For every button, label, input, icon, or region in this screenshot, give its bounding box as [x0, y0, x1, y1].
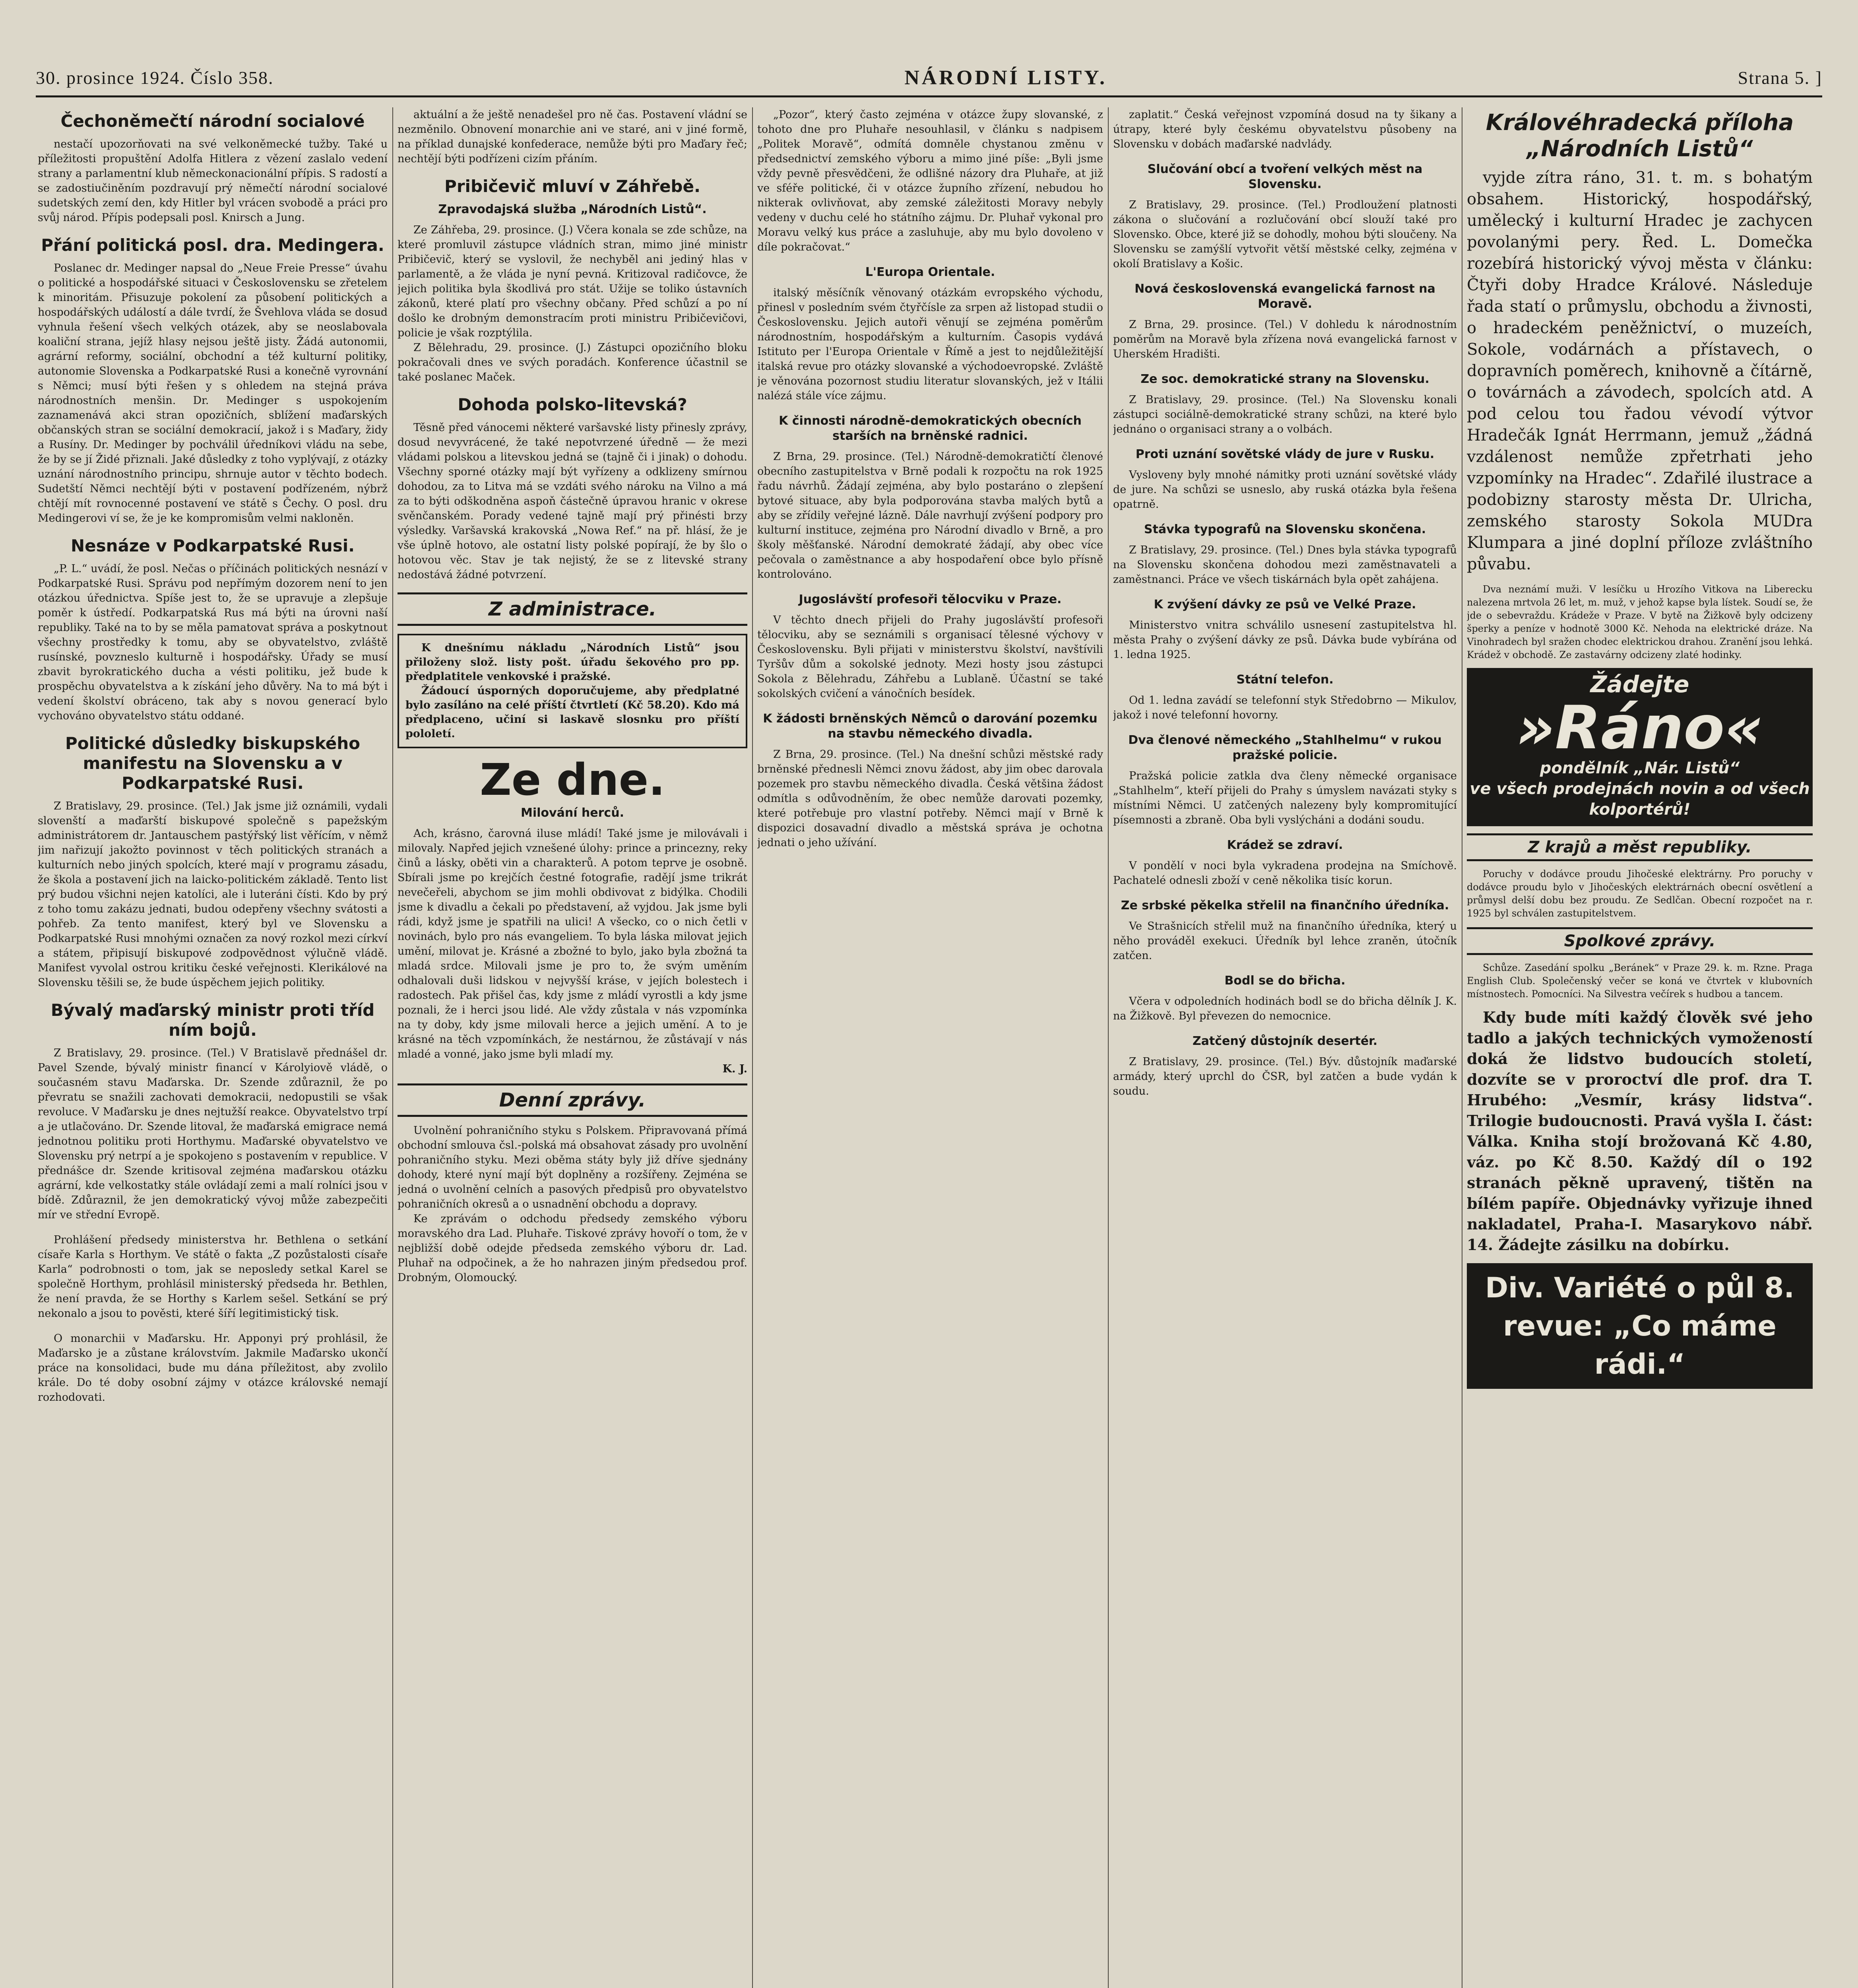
article-title: Nová československá evangelická farnost na Moravě.	[1135, 282, 1435, 311]
article-text: Pražská policie zatkla dva členy německé organisace „Stahlhelm“, kteří přijeli do Prahy s úmyslem navázati styky s místními Němci. U zatčených nalezeny byly kompromitující písemnosti a zbraně. Oba byli vyslýcháni a dodáni soudu.	[1113, 770, 1457, 826]
article-text: Ke zprávám o odchodu předsedy zemského výboru moravského dra Lad. Pluhaře. Tiskové zprávy hovoří o tom, že v nejbližší době odejde předseda zemského výboru dr. Lad. Pluhař na odpočinek, a že ho nahrazen jiným předsedou prof. Drobným, Olomoucký.	[398, 1213, 747, 1284]
article-title: K činnosti národně-demokratických obecních starších na brněnské radnici.	[779, 414, 1082, 443]
column-divider	[752, 107, 753, 1988]
article	[398, 107, 747, 166]
article-text: Z Bratislavy, 29. prosince. (Tel.) Jak jsme již oznámili, vydali slovenští a maďarští biskupové společně s papežským administrátorem dr. Jantauschem pastýřský list věřícím, v němž jim nařizují jakožto povinnost v těch politických stranách a kulturních nebo jiných spolcích, které mají v programu zásadu, že škola a postavení jich na laicko-politickém základě. Tento list prý budou všichni nejen katolíci, ale i luteráni čísti. Kdo by prý z toho tomu zakázu jednati, budou odepřeny všechny svátosti a pohřeb. Za tento manifest, který byl ve Slovensku a Podkarpatské Rusi mnohými označen za nový rozkol mezi církví a státem, připisují biskupové zodpovědnost výlučně vládě. Manifest vyvolal ostrou kritiku české veřejnosti. Klerikálové na Slovensku těšili se, že bude úspěchem jejich politiky.	[38, 800, 388, 989]
article	[1113, 597, 1457, 662]
article-title: Dohoda polsko-litevská?	[458, 395, 687, 414]
page-number: Strana 5. ]	[1738, 67, 1822, 88]
article-subtitle: Zpravodajská služba „Národních Listů“.	[438, 202, 707, 216]
article-title: Pribičevič mluví v Záhřebě.	[444, 177, 700, 196]
article-text: Těsně před vánocemi některé varšavské listy přinesly zprávy, dosud nevyvrácené, že také nepotvrzené úředně — že mezi vládami polskou a litevskou jedná se (tajně či i jinak) o dohodu. Všechny sporné otázky mají být vyřízeny a odklizeny smírnou dohodou, za to Litva má se vzdáti svého nároku na Vilno a má za to býti odškodněna aspoň částečně úpravou hranic v okrese svěnčanském. Porady vedené tajně mají prý přinésti brzy výsledky. Varšavská krakovská „Nowa Ref.“ na př. hlásí, že je vše úplně hotovo, ale ostatní listy polské popírají, že by šlo o hotovou věc. Stav je tak nejistý, že se z litevské strany nedostává žádné potvrzení.	[398, 421, 747, 581]
article	[38, 235, 388, 526]
feuilleton-signature: K. J.	[722, 1063, 747, 1075]
article-text: Z Bratislavy, 29. prosince. (Tel.) Dnes byla stávka typografů na Slovensku skončena dohodou mezi zaměstnavateli a zaměstnanci. Práce ve všech tiskárnách byla opět zahájena.	[1113, 544, 1457, 586]
book-advertisement: Kdy bude míti každý člověk své jeho tadlo a jakých technických vymožeností doká že lidstvo budoucích století, dozvíte se v proroctví dle prof. dra T. Hrubého: „Vesmír, krásy lidstva“. Trilogie budoucnosti. Pravá vyšla I. část: Válka. Kniha stojí brožovaná Kč 4.80, váz. po Kč 8.50. Každý díl o 192 stranách pěkně upravený, tištěn na bílém papíře. Objednávky vyřizuje ihned nakladatel, Praha-I. Masarykovo nábř. 14. Žádejte zásilku na dobírku.	[1467, 1008, 1813, 1254]
rano-ad-title: »Ráno«	[1516, 693, 1763, 763]
article-text: aktuální a že ještě nenadešel pro ně čas. Postavení vládní se nezměnilo. Obnovení monarchie ani ve staré, ani v jiné formě, na příklad dunajské konfederace, nemůže býti pro Maďary řeč; nechtějí býti podřízeni cizím přáním.	[398, 109, 747, 165]
article-title: K zvýšení dávky ze psů ve Velké Praze.	[1154, 598, 1416, 612]
article	[38, 1331, 388, 1405]
column-1	[38, 107, 388, 1988]
section-title-kraje: Z krajů a měst republiky.	[1467, 833, 1813, 861]
article	[757, 711, 1103, 850]
column-5	[1467, 107, 1813, 1988]
article	[1113, 522, 1457, 587]
masthead: NÁRODNÍ LISTY.	[904, 66, 1107, 89]
column-2	[398, 107, 747, 1988]
notice-text: K dnešnímu nákladu „Národních Listů“ jsou přiloženy slož. listy pošt. úřadu šekového pro pp. předplatitele venkovské i pražské.	[405, 642, 739, 683]
article	[1113, 973, 1457, 1023]
article-text: Schůze. Zasedání spolku „Beránek“ v Praze 29. k. m. Rzne. Praga English Club. Společenský večer se koná ve čtvrtek v klubovních místnostech. Pomocníci. Na Silvestra večírek s hudbou a tancem.	[1467, 962, 1813, 1000]
article	[757, 265, 1103, 403]
article-title: K žádosti brněnských Němců o darování pozemku na stavbu německého divadla.	[763, 712, 1098, 741]
rano-advertisement	[1467, 668, 1813, 826]
article-text: Ministerstvo vnitra schválilo usnesení zastupitelstva hl. města Prahy o zvýšení dávky ze psů. Dávka bude vybírána od 1. ledna 1925.	[1113, 619, 1457, 661]
article-title: Státní telefon.	[1236, 673, 1334, 687]
section-title-spolky: Spolkové zprávy.	[1467, 927, 1813, 955]
notice-text: Žádoucí úsporných doporučujeme, aby předplatné bylo zasíláno na celé příští čtvrtletí (Kč 58.20). Kdo má předplaceno, učiní si laskavě slosnku pro příští pololetí.	[405, 685, 739, 740]
article-title: L'Europa Orientale.	[865, 265, 995, 279]
article-text: Z Bratislavy, 29. prosince. (Tel.) Prodloužení platnosti zákona o slučování a rozlučování obcí slouží také pro Slovensko. Obce, které již se dohodly, mohou býti sloučeny. Na Slovensku se zamýšlí vytvořit větší městské celky, zejména v okolí Bratislavy a Košic.	[1113, 199, 1457, 270]
article-text: „Pozor“, který často zejména v otázce župy slovanské, z tohoto dne pro Pluhaře nesouhlasil, v článku s nadpisem „Politek Moravě“, odmítá domněle chystanou změnu v předsednictví zemského výboru a mimo jiné píše: „Byli jsme vždy pevně přesvědčeni, že odlišné názory dra Pluhaře, at již ve sféře politické, či v otázce župního zřízení, nebudou ho nikterak ovlivňovat, aby zemské záležitosti Moravy nebyly vedeny v duchu celé ho státního zájmu. Dr. Pluhař vykonal pro Moravu velký kus práce a zasluhuje, aby mu bylo dovoleno v díle pokračovat.“	[757, 109, 1103, 253]
article-title: Stávka typografů na Slovensku skončena.	[1144, 522, 1426, 536]
feuilleton-title: Milování herců.	[521, 806, 624, 820]
article	[398, 395, 747, 582]
article	[757, 414, 1103, 582]
supplement-title: Královéhradecká příloha „Národních Listů“	[1486, 110, 1794, 162]
article-text: Z Bratislavy, 29. prosince. (Tel.) V Bratislavě přednášel dr. Pavel Szende, bývalý ministr financí v Károlyiově vládě, o současném stavu Maďarska. Dr. Szende zdůraznil, že po převratu se snažili zachovati demokracii, nedopustili se však revoluce. V Maďarsku je dnes nejtužší reakce. Obyvatelstvo trpí a je utlačováno. Dr. Szende litoval, že maďarská emigrace nemá jednotnou politiku proti Horthymu. Maďarské obyvatelstvo ve Slovensku prý netrpí a je spokojeno s postavením v republice. V přednášce dr. Szende kritisoval zejména maďarskou otázku agrární, kde velkostatky stále ovládají zemi a malí rolníci jsou v bídě. Zdůraznil, že jen demokratický vývoj může zabezpečiti mír ve střední Evropě.	[38, 1047, 388, 1221]
article	[1113, 838, 1457, 888]
article-text: O monarchii v Maďarsku. Hr. Apponyi prý prohlásil, že Maďarsko je a zůstane královstvím. Jakmile Maďarsko ukončí práce na konsolidaci, bude mu dána příležitost, aby zvolilo krále. Do té doby osobní zájmy v otázce královské nemají rozhodovati.	[38, 1332, 388, 1404]
article-title: Dva členové německého „Stahlhelmu“ v rukou pražské policie.	[1128, 733, 1442, 762]
article-title: Jugoslávští profesoři tělocviku v Praze.	[799, 592, 1062, 606]
article-text: nestačí upozorňovati na své velkoněmecké tužby. Také u příležitosti propuštění Adolfa Hitlera z vězení zaslalo vedení strany a parlamentní klub německonacionální přípis. S radostí a se zadostiučiněním pozdravují prý němečtí národní socialové sudetských zemí den, kdy Hitler byl vrácen svobodě a práci pro svůj národ. Přípis podepsali posl. Knirsch a Jung.	[38, 138, 388, 224]
article-title: Ze soc. demokratické strany na Slovensku.	[1140, 372, 1429, 386]
rano-ad-subtitle: pondělník „Nár. Listů“	[1540, 759, 1740, 777]
article-title: Politické důsledky biskupského manifestu na Slovensku a v Podkarpatské Rusi.	[65, 734, 360, 793]
article	[38, 111, 388, 225]
article-text: Z Brna, 29. prosince. (Tel.) Národně-demokratičtí členové obecního zastupitelstva v Brně podali k rozpočtu na rok 1925 řadu návrhů. Žádají zejména, aby bylo postaráno o zlepšení bytové situace, aby byla podporována stavba malých bytů a aby se zřídily veřejné lázně. Dále navrhují zvýšení podpory pro kulturní instituce, zejména pro Národní divadlo v Brně, a pro školy měšťanské. Národní demokraté žádají, aby obec více pečovala o zaměstnance a aby hospodaření obce bylo přísně kontrolováno.	[757, 450, 1103, 580]
article-text: Z Bratislavy, 29. prosince. (Tel.) Býv. důstojník maďarské armády, který uprchl do ČSR, byl zatčen a bude vydán k soudu.	[1113, 1056, 1457, 1097]
administration-notice	[398, 634, 747, 748]
article-text: Z Bělehradu, 29. prosince. (J.) Zástupci opozičního bloku pokračovali dnes ve svých poradách. Konference účastnil se také poslanec Maček.	[398, 342, 747, 383]
article-text: Poslanec dr. Medinger napsal do „Neue Freie Presse“ úvahu o politické a hospodářské situaci v Československu se zřetelem k minoritám. Přisuzuje pokolení za působení politických a hospodářských událostí a dále tvrdí, že Švehlova vláda se dosud vyhnula řešení všech velkých otázek, aby se neoslabovala koaliční strana, jejíž hlasy nejsou ještě jisty. Žádá autonomii, agrární reformy, sociální, obchodní a též kulturní politiky, autonomie Slovenska a Podkarpatské Rusi a konečně vyrovnání s Němci; musí býti řešen y s ohledem na stejná práva národnostních menšin. Dr. Medinger s uspokojením zaznamenává akci stran opozičních, sblížení maďarských občanských stran se sociální demokracií, jakož i s Maďary, židy a Rusíny. Dr. Medinger by pochválil úředníkovi vládu na sebe, že by se jí Židé přiznali. Jaké důsledky z toho vyplývají, z otázky uznání národnostního principu, shrnuje autor v těchto bodech. Sudetští Němci nechtějí býti v postavení podřízeném, nýbrž chtějí mít rovnocenné postavení ve státě s Čechy. O posl. dru Medingerovi ví se, že je ke kompromisům velmi nakloněn.	[38, 262, 388, 524]
article-text: zaplatit.“ Česká veřejnost vzpomíná dosud na ty šikany a útrapy, které byly českému obyvatelstvu působeny na Slovensku v dobách maďarské nadvlády.	[1113, 109, 1457, 150]
article	[1113, 898, 1457, 963]
article-text: V pondělí v noci byla vykradena prodejna na Smíchově. Pachatelé odnesli zboží v ceně několika tisíc korun.	[1113, 860, 1457, 887]
article-text: V těchto dnech přijeli do Prahy jugoslávští profesoři tělocviku, aby se seznámili s organisací tělesné výchovy v Československu. Byli přijati v ministerstvu školství, navštívili Tyršův dům a sokolské jednoty. Mezi hosty jsou zástupci Sokola z Bělehradu, Záhřebu a Lublaně. Účastní se také sokolských cvičení a vánočních besídek.	[757, 614, 1103, 700]
administration-heading: Z administrace.	[398, 592, 747, 626]
section-title-denni-zpravy: Denní zprávy.	[398, 1083, 747, 1117]
column-3	[757, 107, 1103, 1988]
article	[398, 177, 747, 384]
article	[38, 734, 388, 990]
article-title: Slučování obcí a tvoření velkých měst na Slovensku.	[1147, 162, 1423, 191]
column-divider	[392, 107, 393, 1988]
article-text: Prohlášení předsedy ministerstva hr. Bethlena o setkání císaře Karla s Horthym. Ve státě o fakta „Z pozůstalosti císaře Karla“ podrobnosti o tom, jak se neposledy setkal Karel se společně Horthym, prohlásil ministerský předseda hr. Bethlen, že není pravda, že se Horthy s Karlem sešel. Setkání se prý nekonalo a jsou to pověsti, které šíří legitimistický tisk.	[38, 1234, 388, 1320]
article	[1113, 447, 1457, 512]
article-text: „P. L.“ uvádí, že posl. Nečas o příčinách politických nesnází v Podkarpatské Rusi. Správu pod nepřímým dozorem není to jen otázkou úřednictva. Spíše jest to, že se upravuje a zlepšuje poměr k ústředí. Podkarpatská Rus má býti na úrovni naší republiky. Také na to by se měla pamatovat správa a poskytnout všechny prostředky k tomu, aby se obyvatelstvo, zvláště rusínské, povzneslo kulturně i hospodářsky. Úřady se musí zbavit byrokratického ducha a vésti politiku, jež bude k prospěchu obyvatelstva a k získání jeho důvěry. Na to má být i vedení školství obráceno, tak aby s novou generací bylo vychováno obyvatelstvo státu oddané.	[38, 563, 388, 722]
rano-ad-label: Žádejte	[1590, 671, 1689, 698]
article-text: Z Brna, 29. prosince. (Tel.) V dohledu k národnostním poměrům na Moravě byla zřízena nová evangelická farnost v Uherském Hradišti.	[1113, 318, 1457, 360]
news-briefs: Dva neznámí muži. V lesíčku u Hrozího Vitkova na Liberecku nalezena mrtvola 26 let, m. muž, v jehož kapse byla lístek. Soudí se, že jde o sebevraždu. Krádeže v Praze. V bytě na Žižkově byly odcizeny šperky a peníze v hodnotě 3000 Kč. Nehoda na elektrické dráze. Na Vinohradech byl sražen chodec elektrickou drahou. Zranění jsou lehká. Krádež v obchodě. Ze zastavárny odcizeny zlaté hodinky.	[1467, 584, 1813, 660]
article-title: Bodl se do břicha.	[1224, 974, 1346, 988]
article	[1113, 107, 1457, 151]
article	[757, 107, 1103, 254]
article	[1113, 282, 1457, 361]
article-text: Ze Záhřeba, 29. prosince. (J.) Včera konala se zde schůze, na které promluvil zástupce vládních stran, mimo jiné ministr Pribičevič, který se vyslovil, že nechyběl ani jediný hlas v parlamentě, a že vláda je nyní pevná. Kritizoval radičovce, že jejich politika byla škodlivá pro stát. Užije se toliko ústavních zákonů, které platí pro všechny občany. Před schůzí a po ní došlo ke drobným demonstracím proti ministru Pribičevičovi, policie je však rozptýlila.	[398, 224, 747, 339]
article-text: Ve Strašnicích střelil muž na finančního úředníka, který u něho prováděl exekuci. Úředník byl lehce zraněn, útočník zatčen.	[1113, 920, 1457, 962]
article-text: italský měsíčník věnovaný otázkám evropského východu, přinesl v posledním svém čtyřčísle za srpen až listopad studii o Československu. Jejich autoři věnují se zejména poměrům národnostním, hospodářským a kulturním. Časopis vydává Istituto per l'Europa Orientale v Římě a jest to nejdůležitější italská revue pro otázky slovanské a východoevropské. Zvláště je věnována pozornost studiu literatur slovanských, jež v Itálii nalézá stále více zájmu.	[757, 287, 1103, 402]
issue-date: 30. prosince 1924. Číslo 358.	[36, 67, 274, 88]
article	[1113, 372, 1457, 437]
feuilleton-text: Ach, krásno, čarovná iluse mládí! Také jsme je milovávali i milovaly. Napřed jejich vznešené úlohy: prince a princezny, reky činů a lásky, oběti vin a charakterů. A potom teprve je osobně. Sbírali jsme po krejčích čestné fotografie, radějí jsme trikrát nevečeřeli, abychom se jim mohli obdivovat z bidýlka. Chodili jsme k divadlu a čekali po představení, až vyjdou. Jak jsme byli rádi, když jsme je spatřili na ulici! A všecko, co o nich četli v novinách, bylo pro nás evangeliem. To byla láska milovat jejich umění, milovat je. Krásné a zbožné to bylo, jako byla zbožná ta mladá srdce. Milovali jsme je pro to, že svým uměním odhalovali duši lidskou v nejvyšší kráse, v jejích bolestech i radostech. Pak přišel čas, kdy jsme z mládí vyrostli a kdy jsme poznali, že i herci jsou lidé. Ale vždy zůstala v nás vzpomínka na ty doby, kdy jsme milovali herce a jejich umění. A to je krásné na těch vzpomínkách, že nestárnou, že zůstávají v nás mladé a vonné, jako jsme byli mladí my.	[398, 827, 747, 1060]
article-title: Přání politická posl. dra. Medingera.	[41, 235, 384, 255]
article-title: Čechoněmečtí národní socialové	[60, 111, 365, 131]
article-text: Včera v odpoledních hodinách bodl se do břicha dělník J. K. na Žižkově. Byl převezen do nemocnice.	[1113, 995, 1457, 1022]
page-header	[36, 60, 1822, 97]
article-text: Uvolnění pohraničního styku s Polskem. Připravovaná přímá obchodní smlouva čsl.-polská má obsahovat zásady pro uvolnění pohraničního styku. Mezi oběma státy byly již dříve sjednány dohody, které nyní mají být doplněny a rozšířeny. Zejména se jedná o uvolnění celních a pasových předpisů pro obyvatelstvo pohraničních okresů a o usnadnění obchodu a dopravy.	[398, 1124, 747, 1210]
article	[757, 592, 1103, 701]
article	[1113, 672, 1457, 722]
article-title: Proti uznání sovětské vlády de jure v Rusku.	[1135, 447, 1435, 461]
article-text: Poruchy v dodávce proudu Jihočeské elektrárny. Pro poruchy v dodávce proudu bylo v Jihočeských elektrárnách obecní osvětlení a průmysl delší dobu bez proudu. Ze Sedlčan. Obecní rozpočet na r. 1925 byl schválen zastupitelstvem.	[1467, 868, 1813, 919]
article	[38, 1233, 388, 1321]
column-4	[1113, 107, 1457, 1988]
article-text: Z Bratislavy, 29. prosince. (Tel.) Na Slovensku konali zástupci sociálně-demokratické strany schůzi, na které bylo jednáno o organisaci strany a o volbách.	[1113, 394, 1457, 435]
article	[1113, 1034, 1457, 1099]
article-title: Krádež se zdraví.	[1227, 838, 1343, 852]
article-text: Od 1. ledna zavádí se telefonní styk Středobrno — Mikulov, jakož i nové telefonní hovorny.	[1113, 694, 1457, 721]
article-title: Bývalý maďarský ministr proti tříd ním bojů.	[50, 1000, 375, 1040]
article	[1113, 162, 1457, 271]
article-title: Nesnáze v Podkarpatské Rusi.	[70, 536, 355, 555]
rano-ad-tagline: ve všech prodejnách novin a od všech kolportérů!	[1470, 780, 1810, 819]
variete-advertisement: Div. Variété o půl 8. revue: „Co máme rádi.“	[1467, 1263, 1813, 1389]
article	[38, 1000, 388, 1222]
article-title: Zatčený důstojník desertér.	[1192, 1034, 1378, 1048]
section-title-ze-dne: Ze dne.	[479, 754, 665, 805]
article	[38, 536, 388, 723]
supplement-text: vyjde zítra ráno, 31. t. m. s bohatým obsahem. Historický, hospodářský, umělecký i kulturní Hradec je zachycen povolanými pery. Řed. L. Domečka rozebírá historický vývoj města v článku: Čtyři doby Hradce Králové. Následuje řada statí o průmyslu, obchodu a živnosti, o hradeckém peněžnictví, o muzeích, Sokole, vodárnách a přístavech, o dopravních poměrech, knihovně a čítárně, o továrnách a závodech, spolcích atd. A pod celou tou řadou vévodí výtvor Hradečák Ignát Herrmann, jemuž „žádná vzdálenost nemůže zpřetrhati jeho vzpomínky na Hradec“. Zdařilé ilustrace a podobizny starosty města Dr. Ulricha, zemského starosty Sokola MUDra Klumpara a jiné doplní příloze zvláštního půvabu.	[1467, 169, 1813, 573]
article-text: Vysloveny byly mnohé námitky proti uznání sovětské vlády de jure. Na schůzi se usneslo, aby ruská otázka byla řešena opatrně.	[1113, 469, 1457, 511]
column-divider	[1108, 107, 1109, 1988]
article-text: Z Brna, 29. prosince. (Tel.) Na dnešní schůzi městské rady brněnské přednesli Němci znovu žádost, aby jim obec darovala pozemek pro stavbu německého divadla. Česká většina žádost odmítla s odůvodněním, že obec nemůže darovati pozemky, které potřebuje pro vlastní potřeby. Němci mají v Brně k dispozici dosavadní divadlo a městská správa je ochotna jednati o jeho užívání.	[757, 748, 1103, 849]
article	[1113, 733, 1457, 827]
article-title: Ze srbské pěkelka střelil na finančního úředníka.	[1121, 899, 1449, 912]
